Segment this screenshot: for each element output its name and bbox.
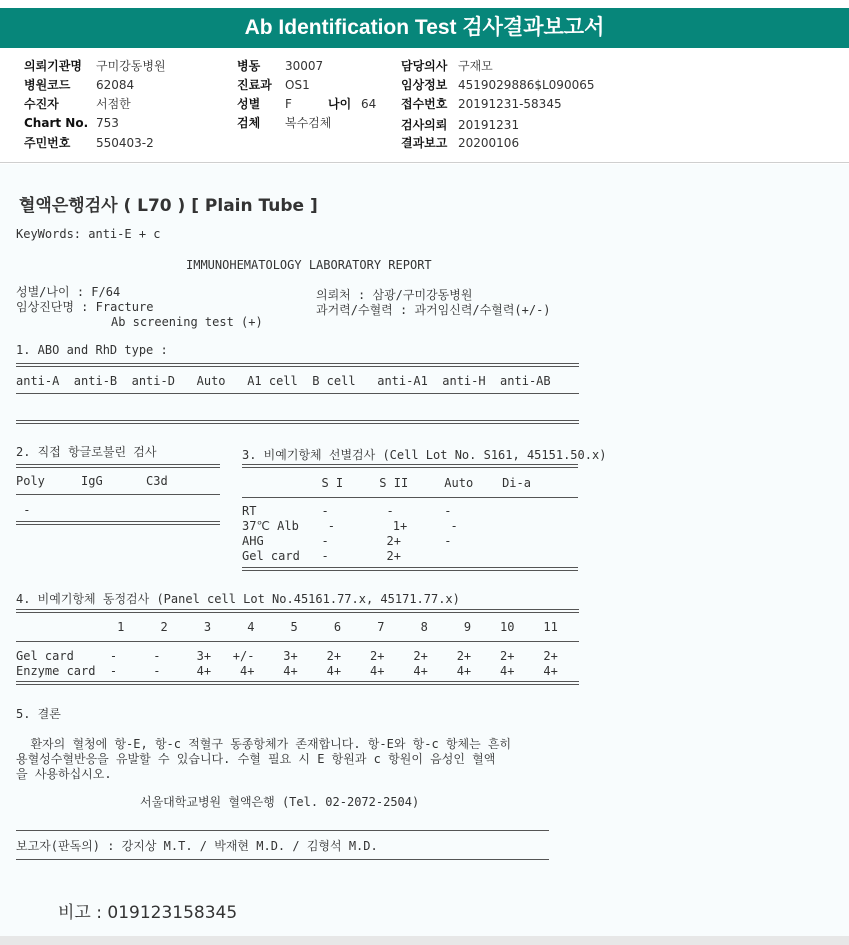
section2-header: Poly IgG C3d <box>16 474 168 488</box>
report-heading: 혈액은행검사 ( L70 ) [ Plain Tube ] <box>19 196 318 216</box>
info-resident-no: 주민번호 550403-2 <box>24 136 154 150</box>
section3-row: AHG - 2+ - <box>242 534 452 548</box>
patient-info-panel <box>0 50 849 163</box>
conclusion-line: 을 사용하십시오. <box>16 767 112 781</box>
section4-row: Enzyme card - - 4+ 4+ 4+ 4+ 4+ 4+ 4+ 4+ 4+ <box>16 664 558 678</box>
info-doctor: 담당의사 구재모 <box>401 59 493 73</box>
info-hospital-code: 병원코드 62084 <box>24 78 135 92</box>
report-body <box>0 164 849 936</box>
section1-title: 1. ABO and RhD type : <box>16 343 168 357</box>
conclusion-line: 용혈성수혈반응을 유발할 수 있습니다. 수혈 필요 시 E 항원과 c 항원이 음성인 혈액 <box>16 752 496 766</box>
section3-row: Gel card - 2+ <box>242 549 401 563</box>
keywords: KeyWords: anti-E + c <box>16 227 161 241</box>
divider <box>16 830 549 831</box>
lab-title: IMMUNOHEMATOLOGY LABORATORY REPORT <box>186 258 432 272</box>
report-title: Ab Identification Test 검사결과보고서 <box>0 8 849 48</box>
divider <box>242 497 578 498</box>
reporters: 보고자(판독의) : 강지상 M.T. / 박재현 M.D. / 김형석 M.D. <box>16 839 378 853</box>
bottom-bar <box>0 936 849 945</box>
divider <box>16 521 220 525</box>
info-clinical: 임상정보 4519029886$L090065 <box>401 78 595 92</box>
section2-title: 2. 직접 항글로불린 검사 <box>16 445 157 459</box>
remark: 비고 : 019123158345 <box>58 903 238 923</box>
diagnosis-2: Ab screening test (+) <box>111 315 263 329</box>
divider <box>16 494 220 495</box>
diagnosis: 임상진단명 : Fracture <box>16 300 154 314</box>
divider <box>16 859 549 860</box>
divider <box>16 641 579 642</box>
hospital-contact: 서울대학교병원 혈액은행 (Tel. 02-2072-2504) <box>140 795 420 809</box>
info-age: 나이 64 <box>328 97 377 111</box>
info-specimen: 검체 복수검체 <box>237 116 332 130</box>
section5-title: 5. 결론 <box>16 707 61 721</box>
info-request-date: 검사의뢰 20191231 <box>401 118 520 132</box>
conclusion-line: 환자의 혈청에 항-E, 항-c 적혈구 동종항체가 존재합니다. 항-E와 항-c 항체는 흔히 <box>16 737 512 751</box>
divider <box>16 363 579 367</box>
referrer: 의뢰처 : 삼광/구미강동병원 <box>316 288 473 302</box>
section3-row: 37℃ Alb - 1+ - <box>242 519 458 533</box>
divider <box>16 609 579 613</box>
info-ward: 병동 30007 <box>237 59 324 73</box>
history: 과거력/수혈력 : 과거임신력/수혈력(+/-) <box>316 303 551 317</box>
info-receipt-no: 접수번호 20191231-58345 <box>401 97 562 111</box>
info-sex: 성별 F <box>237 97 292 111</box>
divider <box>16 681 579 685</box>
info-institution: 의뢰기관명 구미강동병원 <box>24 59 166 73</box>
section1-header: anti-A anti-B anti-D Auto A1 cell B cell anti-A1 anti-H anti-AB <box>16 374 551 388</box>
section2-value: - <box>16 503 31 517</box>
section3-header: S I S II Auto Di-a <box>242 476 531 490</box>
info-chart-no: Chart No. 753 <box>24 116 119 130</box>
sex-age: 성별/나이 : F/64 <box>16 285 121 299</box>
info-patient: 수진자 서점한 <box>24 97 131 111</box>
section4-header: 1 2 3 4 5 6 7 8 9 10 11 <box>16 620 558 634</box>
section3-title: 3. 비예기항체 선별검사 (Cell Lot No. S161, 45151.50.x) <box>242 448 607 462</box>
section4-row: Gel card - - 3+ +/- 3+ 2+ 2+ 2+ 2+ 2+ 2+ <box>16 649 558 663</box>
divider <box>16 464 220 468</box>
divider <box>16 393 579 394</box>
info-department: 진료과 OS1 <box>237 78 310 92</box>
divider <box>242 464 578 468</box>
divider <box>16 420 579 424</box>
section3-row: RT - - - <box>242 504 452 518</box>
section4-title: 4. 비예기항체 동정검사 (Panel cell Lot No.45161.77.x, 45171.77.x) <box>16 592 460 606</box>
divider <box>242 567 578 571</box>
info-report-date: 결과보고 20200106 <box>401 136 520 150</box>
